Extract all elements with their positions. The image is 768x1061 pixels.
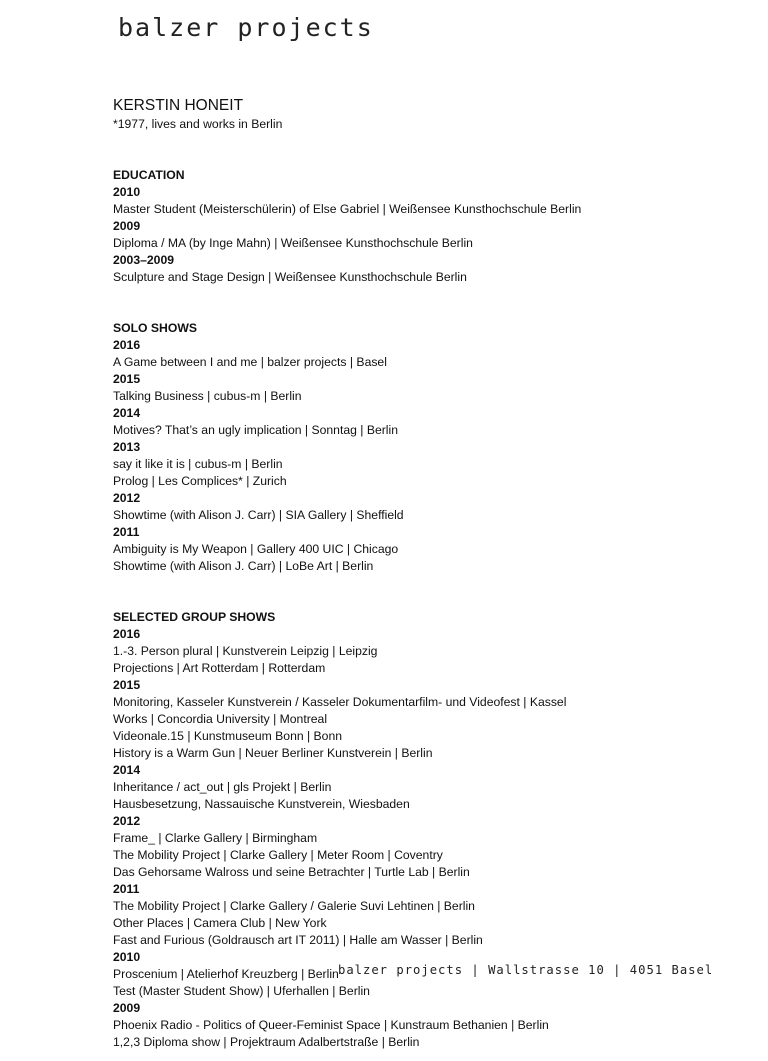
- cv-entry: Monitoring, Kasseler Kunstverein / Kasseler Dokumentarfilm- und Videofest | Kassel: [113, 695, 567, 709]
- year-heading: 2014: [113, 406, 141, 420]
- year-heading: 2009: [113, 219, 141, 233]
- cv-entry: Das Gehorsame Walross und seine Betrachter | Turtle Lab | Berlin: [113, 865, 470, 879]
- artist-bio: *1977, lives and works in Berlin: [113, 117, 283, 131]
- year-heading: 2012: [113, 814, 141, 828]
- year-heading: 2013: [113, 440, 141, 454]
- cv-entry: The Mobility Project | Clarke Gallery / Galerie Suvi Lehtinen | Berlin: [113, 899, 475, 913]
- cv-entry: Inheritance / act_out | gls Projekt | Berlin: [113, 780, 332, 794]
- cv-entry: Projections | Art Rotterdam | Rotterdam: [113, 661, 326, 675]
- cv-entry: Showtime (with Alison J. Carr) | SIA Gallery | Sheffield: [113, 508, 404, 522]
- year-heading: 2014: [113, 763, 141, 777]
- year-heading: 2012: [113, 491, 141, 505]
- cv-entry: Phoenix Radio - Politics of Queer-Feminist Space | Kunstraum Bethanien | Berlin: [113, 1018, 549, 1032]
- year-heading: 2016: [113, 338, 141, 352]
- year-heading: 2015: [113, 678, 141, 692]
- cv-entry: Talking Business | cubus-m | Berlin: [113, 389, 302, 403]
- section-title: SELECTED GROUP SHOWS: [113, 610, 276, 624]
- cv-sections: [113, 167, 733, 1051]
- cv-entry: Other Places | Camera Club | New York: [113, 916, 327, 930]
- cv-entry: 1.-3. Person plural | Kunstverein Leipzig | Leipzig: [113, 644, 378, 658]
- cv-entry: Works | Concordia University | Montreal: [113, 712, 328, 726]
- cv-entry: Videonale.15 | Kunstmuseum Bonn | Bonn: [113, 729, 343, 743]
- cv-entry: Proscenium | Atelierhof Kreuzberg | Berlin: [113, 967, 339, 981]
- cv-entry: Sculpture and Stage Design | Weißensee Kunsthochschule Berlin: [113, 270, 467, 284]
- section-title: EDUCATION: [113, 168, 185, 182]
- cv-entry: Showtime (with Alison J. Carr) | LoBe Art | Berlin: [113, 559, 374, 573]
- cv-section: [113, 609, 733, 1051]
- year-heading: 2016: [113, 627, 141, 641]
- cv-entry: Fast and Furious (Goldrausch art IT 2011) | Halle am Wasser | Berlin: [113, 933, 483, 947]
- cv-section: [113, 167, 733, 286]
- cv-entry: Ambiguity is My Weapon | Gallery 400 UIC | Chicago: [113, 542, 399, 556]
- cv-entry: A Game between I and me | balzer projects | Basel: [113, 355, 387, 369]
- cv-entry: History is a Warm Gun | Neuer Berliner Kunstverein | Berlin: [113, 746, 433, 760]
- year-heading: 2010: [113, 950, 141, 964]
- cv-entry: Test (Master Student Show) | Uferhallen | Berlin: [113, 984, 370, 998]
- cv-entry: say it like it is | cubus-m | Berlin: [113, 457, 283, 471]
- artist-name: KERSTIN HONEIT: [113, 97, 244, 114]
- cv-entry: Prolog | Les Complices* | Zurich: [113, 474, 287, 488]
- cv-entry: Diploma / MA (by Inge Mahn) | Weißensee Kunsthochschule Berlin: [113, 236, 473, 250]
- year-heading: 2003–2009: [113, 253, 175, 267]
- brand-header: balzer projects: [118, 13, 374, 42]
- cv-entry: The Mobility Project | Clarke Gallery | Meter Room | Coventry: [113, 848, 443, 862]
- cv-entry: 1,2,3 Diploma show | Projektraum Adalbertstraße | Berlin: [113, 1035, 420, 1049]
- section-title: SOLO SHOWS: [113, 321, 197, 335]
- footer-address: balzer projects | Wallstrasse 10 | 4051 Basel: [338, 963, 714, 977]
- cv-section: [113, 320, 733, 575]
- year-heading: 2010: [113, 185, 141, 199]
- year-heading: 2015: [113, 372, 141, 386]
- year-heading: 2011: [113, 882, 140, 896]
- year-heading: 2009: [113, 1001, 141, 1015]
- cv-entry: Master Student (Meisterschülerin) of Else Gabriel | Weißensee Kunsthochschule Berlin: [113, 202, 582, 216]
- year-heading: 2011: [113, 525, 140, 539]
- cv-entry: Hausbesetzung, Nassauische Kunstverein, Wiesbaden: [113, 797, 410, 811]
- cv-content: [113, 96, 733, 1061]
- cv-entry: Motives? That’s an ugly implication | Sonntag | Berlin: [113, 423, 398, 437]
- cv-entry: Frame_ | Clarke Gallery | Birmingham: [113, 831, 318, 845]
